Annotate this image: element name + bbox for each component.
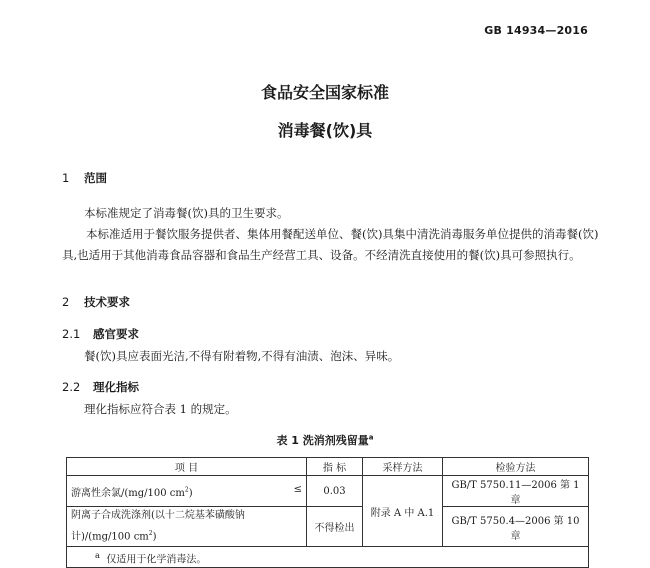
sensory-paragraph: 餐(饮)具应表面光洁,不得有附着物,不得有油渍、泡沫、异味。 <box>84 349 400 363</box>
item-sup: 2 <box>184 486 189 494</box>
section-title: 范围 <box>84 171 107 185</box>
table-header-row <box>67 458 589 476</box>
item-sup: 2 <box>148 530 153 537</box>
section-title: 理化指标 <box>93 380 139 394</box>
section-2-heading <box>62 294 130 310</box>
header-method: 检验方法 <box>443 458 589 476</box>
row-value: 0.03 <box>307 476 363 507</box>
scope-paragraph-1: 本标准规定了消毒餐(饮)具的卫生要求。 <box>84 206 289 220</box>
header-item: 项 目 <box>67 458 307 476</box>
section-1-heading <box>62 170 107 186</box>
section-2-1-heading <box>62 326 139 342</box>
note-mark: a <box>95 549 100 560</box>
table-caption-mark: a <box>368 433 374 442</box>
item-text: 游离性余氯/(mg/100 cm <box>71 487 185 499</box>
row-item <box>67 507 307 547</box>
table-row <box>67 476 589 507</box>
header-sampling: 采样方法 <box>363 458 443 476</box>
standard-code: GB 14934—2016 <box>484 24 588 37</box>
item-tail: ) <box>188 487 193 499</box>
physchem-paragraph: 理化指标应符合表 1 的规定。 <box>84 402 237 416</box>
row-item <box>67 476 307 507</box>
scope-paragraph-2: 本标准适用于餐饮服务提供者、集体用餐配送单位、餐(饮)具集中清洗消毒服务单位提供的消毒餐(饮)具,也适用于其他消毒食品容器和食品生产经营工具、设备。不经清洗直接使用的餐(饮)具可参照执行。 <box>62 227 599 262</box>
row-method: GB/T 5750.4—2006 第 10 章 <box>443 507 589 547</box>
row-value: 不得检出 <box>307 507 363 547</box>
document-title: 食品安全国家标准 <box>260 83 389 102</box>
row-sampling: 附录 A 中 A.1 <box>363 476 443 547</box>
item-tail: ) <box>152 531 157 543</box>
section-title: 感官要求 <box>93 327 139 341</box>
section-title: 技术要求 <box>84 295 130 309</box>
table-caption-text: 表 1 洗消剂残留量 <box>276 434 369 447</box>
table-row <box>67 507 589 547</box>
section-number: 2.1 <box>62 327 81 341</box>
item-text: 阴离子合成洗涤剂(以十二烷基苯磺酸钠计)/(mg/100 cm <box>71 510 245 543</box>
section-2-2-heading <box>62 379 139 395</box>
document-subtitle: 消毒餐(饮)具 <box>277 121 373 140</box>
section-number: 2 <box>62 295 70 309</box>
header-index: 指 标 <box>307 458 363 476</box>
compare-sign: ≤ <box>293 483 302 495</box>
section-number: 2.2 <box>62 380 81 394</box>
section-number: 1 <box>62 171 70 185</box>
note-text: 仅适用于化学消毒法。 <box>106 553 207 565</box>
table-caption <box>0 432 650 448</box>
residue-table <box>66 457 589 568</box>
row-method: GB/T 5750.11—2006 第 1 章 <box>443 476 589 507</box>
